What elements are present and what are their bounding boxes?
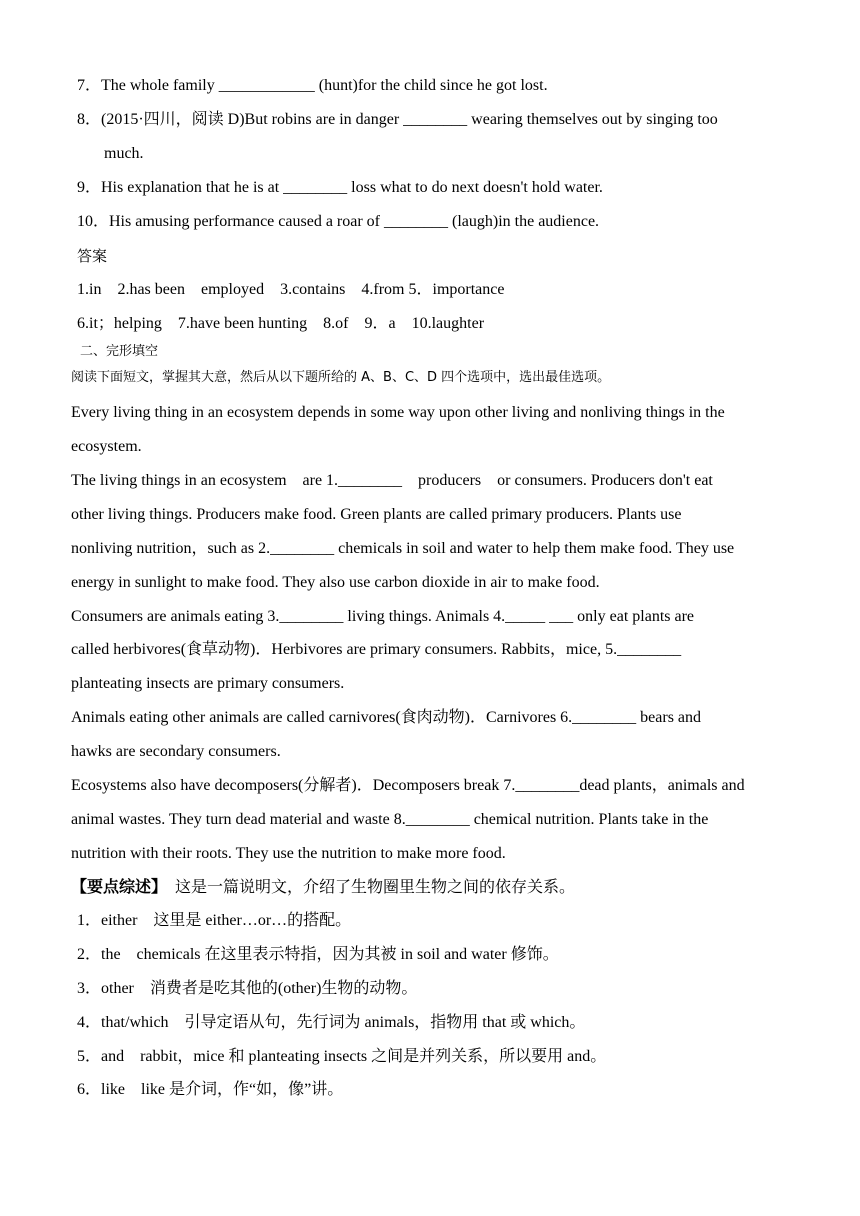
passage-line: energy in sunlight to make food. They also use carbon dioxide in air to make food. xyxy=(71,574,600,591)
summary-item: 4．that/which 引导定语从句，先行词为 animals，指物用 that 或 which。 xyxy=(77,1014,586,1031)
summary-item: 5．and rabbit，mice 和 planteating insects 之间是并列关系，所以要用 and。 xyxy=(77,1048,607,1065)
passage-line: other living things. Producers make food. Green plants are called primary producers. Plants use xyxy=(71,506,682,523)
summary-item: 1．either 这里是 either…or…的搭配。 xyxy=(77,912,352,929)
summary-item: 3．other 消费者是吃其他的(other)生物的动物。 xyxy=(77,980,418,997)
summary-text: 这是一篇说明文，介绍了生物圈里生物之间的依存关系。 xyxy=(167,879,576,896)
question-8-line-1: 8．(2015·四川，阅读 D)But robins are in danger ________ wearing themselves out by singing too xyxy=(77,111,718,128)
passage-line: Animals eating other animals are called carnivores(食肉动物)．Carnivores 6.________ bears and xyxy=(71,709,702,726)
cloze-instructions: 阅读下面短文，掌握其大意，然后从以下题所给的 A、B、C、D 四个选项中，选出最佳选项。 xyxy=(71,370,611,385)
question-7: 7．The whole family ____________ (hunt)for the child since he got lost. xyxy=(77,77,548,94)
answers-line-2: 6.it；helping 7.have been hunting 8.of 9．a 10.laughter xyxy=(77,315,485,332)
passage-line: Every living thing in an ecosystem depends in some way upon other living and nonliving things in the xyxy=(71,404,725,421)
passage-line: planteating insects are primary consumers. xyxy=(71,675,345,692)
question-10: 10．His amusing performance caused a roar of ________ (laugh)in the audience. xyxy=(77,213,600,230)
answers-line-1: 1.in 2.has been employed 3.contains 4.from 5．importance xyxy=(77,281,505,298)
passage-line: The living things in an ecosystem are 1.________ producers or consumers. Producers don't eat xyxy=(71,472,713,489)
summary-label: 【要点综述】 xyxy=(71,877,168,896)
question-9: 9．His explanation that he is at ________ loss what to do next doesn't hold water. xyxy=(77,179,603,196)
section-title: 二、完形填空 xyxy=(80,344,159,359)
passage-line: ecosystem. xyxy=(71,438,142,455)
passage-line: Ecosystems also have decomposers(分解者)．Decomposers break 7.________dead plants，animals and xyxy=(71,777,745,794)
summary-item: 2．the chemicals 在这里表示特指，因为其被 in soil and water 修饰。 xyxy=(77,946,559,963)
passage-line: nutrition with their roots. They use the nutrition to make more food. xyxy=(71,845,506,862)
summary-item: 6．like like 是介词，作“如，像”讲。 xyxy=(77,1081,344,1098)
passage-line: called herbivores(食草动物)．Herbivores are primary consumers. Rabbits，mice, 5.________ xyxy=(71,641,682,658)
question-8-line-2: much. xyxy=(104,145,144,162)
summary-line xyxy=(71,877,575,898)
passage-line: nonliving nutrition，such as 2.________ chemicals in soil and water to help them make food. They use xyxy=(71,540,735,557)
passage-line: Consumers are animals eating 3.________ living things. Animals 4._____ ___ only eat plants are xyxy=(71,608,695,625)
passage-line: animal wastes. They turn dead material and waste 8.________ chemical nutrition. Plants take in the xyxy=(71,811,709,828)
passage-line: hawks are secondary consumers. xyxy=(71,743,281,760)
answers-heading: 答案 xyxy=(77,247,108,265)
